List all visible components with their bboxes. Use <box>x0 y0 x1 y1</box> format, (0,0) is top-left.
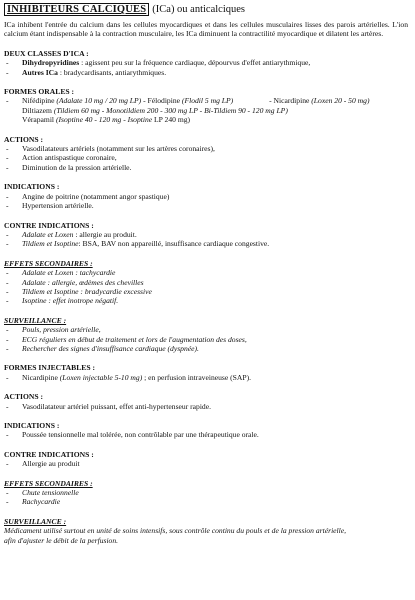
list-line <box>4 106 408 115</box>
list-item: - Tildiem et Isoptine : bradycardie excessive <box>4 287 408 296</box>
section-actions-injectables <box>4 392 408 411</box>
drug-detail: (Loxen injectable 5-10 mg) <box>59 372 143 382</box>
list-item <box>4 96 408 105</box>
drug-name: - Nicardipine <box>269 96 310 106</box>
section-heading: SURVEILLANCE : <box>4 315 67 325</box>
item-text: : bradycardisants, antiarythmiques. <box>57 67 167 77</box>
drug-name: Vérapamil <box>22 115 55 125</box>
list-item: - Adalate : allergie, œdèmes des chevilles <box>4 278 408 287</box>
surveillance-text: afin d'ajuster le débit de la perfusion. <box>4 535 119 545</box>
drug-name: Nifédipine <box>22 96 55 106</box>
drug-detail-tail: LP 240 mg) <box>154 115 191 125</box>
list-item: - Poussée tensionnelle mal tolérée, non contrôlable par une thérapeutique orale. <box>4 430 408 439</box>
item-text: ; en perfusion intraveineuse (SAP). <box>142 372 252 382</box>
drug-name: - Félodipine <box>143 96 181 106</box>
drug-detail: (Tildiem 60 mg - Monotildiem 200 - 300 mg LP - Bi-Tildiem 90 - 120 mg LP) <box>53 105 288 115</box>
list-item: - Vasodilatateur artériel puissant, effet anti-hypertenseur rapide. <box>4 402 408 411</box>
list-item: - Hypertension artérielle. <box>4 201 408 210</box>
section-heading: DEUX CLASSES D'ICA : <box>4 48 89 58</box>
surveillance-text: Médicament utilisé surtout en unité de soins intensifs, sous contrôle continu du pouls et de la pression artérielle, <box>4 526 347 536</box>
section-heading: CONTRE INDICATIONS : <box>4 449 94 459</box>
list-item <box>4 68 408 77</box>
list-item <box>4 58 408 67</box>
item-label: Adalate et Loxen <box>22 229 74 239</box>
section-contre-indications <box>4 221 408 249</box>
drug-name: Nicardipine <box>22 372 58 382</box>
list-item: - Angine de poitrine (notamment angor spastique) <box>4 192 408 201</box>
list-line <box>4 115 408 124</box>
item-text: : BSA, BAV non appareillé, insuffisance cardiaque congestive. <box>78 239 270 249</box>
section-heading: EFFETS SECONDAIRES : <box>4 258 93 268</box>
list-item <box>4 373 408 382</box>
section-heading: FORMES ORALES : <box>4 87 75 97</box>
item-label: Dihydropyridines <box>22 58 80 68</box>
section-heading: FORMES INJECTABLES : <box>4 363 95 373</box>
section-contre-indications-injectables <box>4 450 408 469</box>
item-label: Tildiem et Isoptine <box>22 239 79 249</box>
list-item: - Action antispastique coronaire, <box>4 153 408 162</box>
section-formes-injectables <box>4 363 408 382</box>
section-heading: INDICATIONS : <box>4 182 60 192</box>
section-surveillance <box>4 316 408 354</box>
item-text: : agissent peu sur la fréquence cardiaque, dépourvus d'effet antiarythmique, <box>79 58 311 68</box>
section-surveillance-injectables <box>4 517 408 545</box>
list-item: - Rachycardie <box>4 497 408 506</box>
drug-name: Diltiazem <box>22 105 52 115</box>
section-formes-orales <box>4 87 408 125</box>
item-text: : allergie au produit. <box>73 229 137 239</box>
section-classes <box>4 49 408 77</box>
title-subtitle: (ICa) ou anticalciques <box>152 4 245 15</box>
drug-detail: (Flodil 5 mg LP) <box>181 96 234 106</box>
section-indications <box>4 182 408 210</box>
section-heading: INDICATIONS : <box>4 421 60 430</box>
list-item: - Adalate et Loxen : tachycardie <box>4 268 408 277</box>
section-actions <box>4 135 408 173</box>
list-item: - ECG réguliers en début de traitement et lors de l'augmentation des doses, <box>4 335 408 344</box>
section-indications-injectables <box>4 421 408 440</box>
section-effets-secondaires-injectables <box>4 479 408 507</box>
list-item: - Allergie au produit <box>4 459 408 468</box>
list-item: - Rechercher des signes d'insuffisance cardiaque (dyspnée). <box>4 344 408 353</box>
title-main: INHIBITEURS CALCIQUES <box>4 3 149 16</box>
section-heading: ACTIONS : <box>4 134 44 144</box>
section-heading: CONTRE INDICATIONS : <box>4 220 94 230</box>
section-effets-secondaires <box>4 259 408 306</box>
list-item: - Chute tensionnelle <box>4 488 408 497</box>
list-item: - Isoptine : effet inotrope négatif. <box>4 296 408 305</box>
drug-detail: (Loxen 20 - 50 mg) <box>311 96 370 106</box>
section-heading: ACTIONS : <box>4 392 44 402</box>
section-heading: EFFETS SECONDAIRES : <box>4 478 93 488</box>
list-item: - Pouls, pression artérielle, <box>4 325 408 334</box>
list-item: - Diminution de la pression artérielle. <box>4 163 408 172</box>
drug-detail: (Adalate 10 mg / 20 mg LP) <box>56 96 142 106</box>
item-label: Autres ICa <box>22 67 58 77</box>
drug-detail: (Isoptine 40 - 120 mg - Isoptine <box>55 115 153 125</box>
intro-paragraph: ICa inhibent l'entrée du calcium dans les cellules myocardiques et dans les cellules musculaires lisses des parois artérielles. L'ion calcium étant indispensable à la contraction musculaire, les ICa diminuent la contractilité myocardique et dilatent les artères. <box>4 20 408 39</box>
document-body <box>4 20 408 545</box>
list-item: - Vasodilatateurs artériels (notamment sur les artères coronaires), <box>4 144 408 153</box>
section-heading: SURVEILLANCE : <box>4 516 67 526</box>
list-item <box>4 239 408 248</box>
list-item <box>4 230 408 239</box>
document-title <box>4 3 245 16</box>
